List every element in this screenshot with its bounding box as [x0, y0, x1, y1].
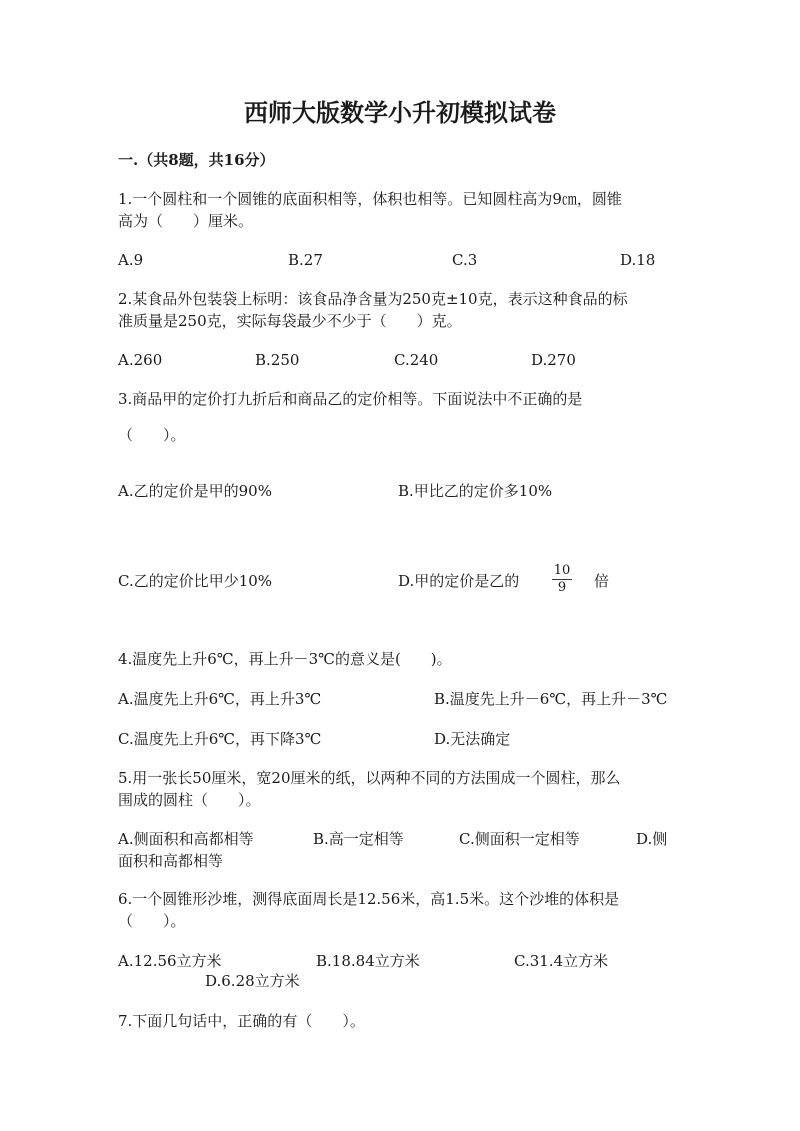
question-3-option-d: D.甲的定价是乙的 — [398, 572, 520, 590]
question-5-line-2: 围成的圆柱（ ）。 — [118, 791, 261, 809]
question-2-line-1: 2.某食品外包装袋上标明：该食品净含量为250克±10克，表示这种食品的标 — [118, 290, 628, 308]
question-3-option-d-suffix: 倍 — [594, 572, 610, 590]
question-4-option-d: D.无法确定 — [434, 730, 511, 748]
question-5-option-b: B.高一定相等 — [313, 830, 404, 848]
question-1-option-b: B.27 — [288, 251, 323, 269]
question-5-line-1: 5.用一张长50厘米，宽20厘米的纸，以两种不同的方法围成一个圆柱，那么 — [118, 769, 621, 787]
fraction-ten-ninths — [552, 564, 572, 595]
question-2-line-2: 准质量是250克，实际每袋最少不少于（ ）克。 — [118, 312, 462, 330]
question-7-line-1: 7.下面几句话中，正确的有（ ）。 — [118, 1012, 365, 1030]
question-5-option-c: C.侧面积一定相等 — [459, 830, 580, 848]
question-6-option-d: D.6.28立方米 — [205, 972, 300, 990]
question-3-option-a: A.乙的定价是甲的90% — [118, 482, 272, 500]
question-4-line-1: 4.温度先上升6℃，再上升－3℃的意义是( )。 — [118, 650, 452, 668]
question-6-option-b: B.18.84立方米 — [316, 952, 420, 970]
question-2-option-a: A.260 — [118, 351, 163, 369]
question-4-option-b: B.温度先上升－6℃，再上升－3℃ — [434, 690, 668, 708]
question-1-option-d: D.18 — [620, 251, 656, 269]
question-2-option-c: C.240 — [394, 351, 439, 369]
question-4-option-a: A.温度先上升6℃，再上升3℃ — [118, 690, 322, 708]
question-6-line-1: 6.一个圆锥形沙堆，测得底面周长是12.56米，高1.5米。这个沙堆的体积是 — [118, 890, 620, 908]
question-3-option-b: B.甲比乙的定价多10% — [398, 482, 553, 500]
question-2-option-d: D.270 — [531, 351, 576, 369]
question-3-line-1: 3.商品甲的定价打九折后和商品乙的定价相等。下面说法中不正确的是 — [118, 390, 583, 408]
question-1-option-c: C.3 — [452, 251, 478, 269]
question-6-option-c: C.31.4立方米 — [514, 952, 609, 970]
question-4-option-c: C.温度先上升6℃，再下降3℃ — [118, 730, 322, 748]
question-1-option-a: A.9 — [118, 251, 144, 269]
question-2-option-b: B.250 — [255, 351, 300, 369]
question-1-line-1: 1.一个圆柱和一个圆锥的底面积相等，体积也相等。已知圆柱高为9㎝，圆锥 — [118, 190, 622, 208]
question-3-line-2: （ ）。 — [118, 426, 186, 444]
question-6-option-a: A.12.56立方米 — [118, 952, 222, 970]
section-heading: 一.（共8题，共16分） — [118, 151, 275, 169]
question-5-option-d: D.侧 — [636, 830, 668, 848]
page-title: 西师大版数学小升初模拟试卷 — [244, 98, 556, 127]
question-5-option-a: A.侧面积和高都相等 — [118, 830, 254, 848]
question-5-option-d-continued: 面积和高都相等 — [118, 852, 224, 870]
fraction-numerator: 10 — [553, 563, 571, 578]
question-3-option-c: C.乙的定价比甲少10% — [118, 572, 273, 590]
fraction-denominator: 9 — [557, 580, 567, 595]
question-1-line-2: 高为（ ）厘米。 — [118, 212, 254, 230]
question-6-line-2: （ ）。 — [118, 912, 186, 930]
